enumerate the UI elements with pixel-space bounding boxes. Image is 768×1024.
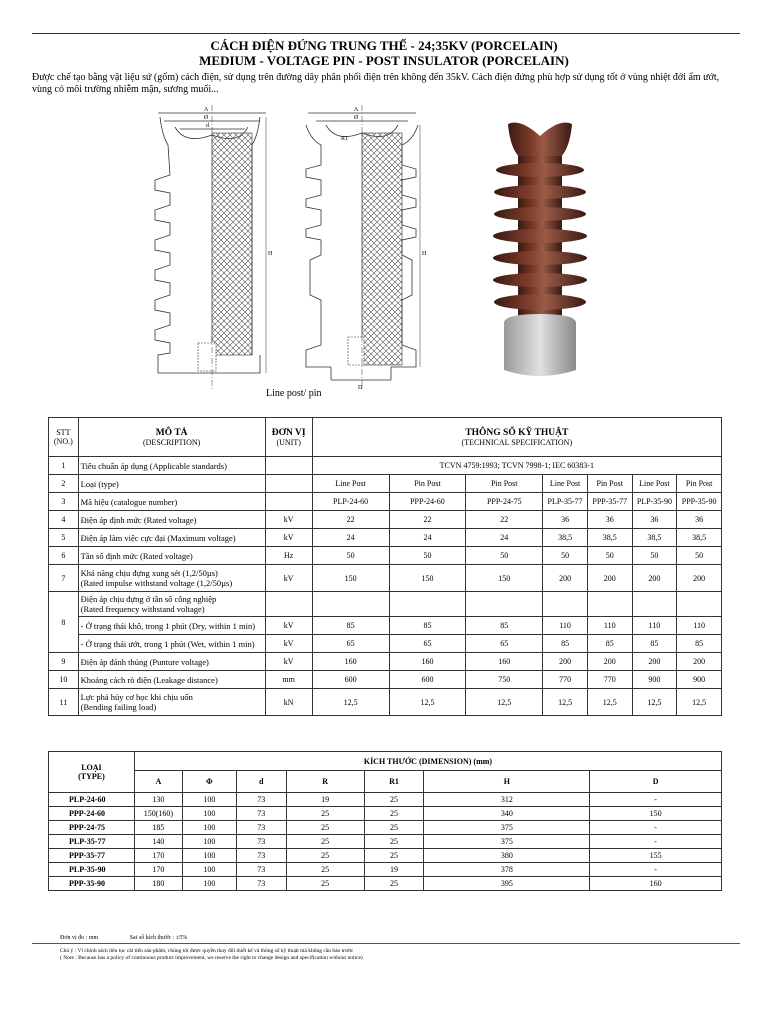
row-desc: [78, 689, 265, 716]
hdr-desc: MÔ TẢ: [155, 427, 188, 438]
row-desc: [78, 592, 265, 617]
tolerance-note: Sai số kích thước : ±5%: [129, 935, 188, 941]
dim-label-h: H: [268, 251, 273, 257]
cell: 150: [312, 565, 389, 592]
cell: 73: [236, 877, 286, 891]
cell: 200: [632, 653, 677, 671]
dim-label-a-2: A: [354, 107, 359, 113]
row-no: 6: [49, 547, 79, 565]
cell: 25: [364, 807, 424, 821]
cell: 12,5: [632, 689, 677, 716]
cell: 25: [286, 835, 364, 849]
cell: PPP-35-77: [587, 493, 632, 511]
cell: PLP-24-60: [49, 793, 135, 807]
cell: 110: [632, 617, 677, 635]
hdr-unit-en: (UNIT): [276, 437, 301, 447]
cell: 36: [677, 511, 722, 529]
intro-paragraph: Được chế tạo bằng vật liệu sứ (gốm) cách điện, sử dụng trên đường dây phân phối điện trên không đến 35kV. Cách điện đứng phù hợp sử dụng tốt ở vùng nhiệt đới ẩm ướt, vùng có môi trường nhiễm mặn, sương muối...: [32, 72, 720, 95]
cell: Line Post: [312, 475, 389, 493]
cell: 85: [312, 617, 389, 635]
dim-label-h-2: H: [422, 251, 427, 257]
dim-col-a: A: [134, 771, 182, 793]
cell: 100: [182, 793, 236, 807]
row-unit: kN: [265, 689, 312, 716]
cell: 50: [466, 547, 543, 565]
row-unit: mm: [265, 671, 312, 689]
dim-label-phi: Ø: [204, 115, 209, 121]
cell: 155: [590, 849, 722, 863]
disclaimer-vn: Chú ý : Vì chính sách liên tục cải tiến sản phẩm, chúng tôi được quyền thay đổi thiết kế và thông số kỹ thuật mà không cần báo trước: [60, 948, 354, 954]
cell: 110: [543, 617, 588, 635]
cell: PPP-24-60: [49, 807, 135, 821]
technical-spec-table: [48, 417, 722, 716]
cell: PPP-24-75: [49, 821, 135, 835]
dim-hdr-type-en: (TYPE): [78, 772, 105, 781]
row-desc: Loại (type): [78, 475, 265, 493]
row-no: 8: [49, 592, 79, 653]
cell: 38,5: [543, 529, 588, 547]
dim-col-r1: R1: [364, 771, 424, 793]
cell: 73: [236, 793, 286, 807]
dim-col-d: d: [236, 771, 286, 793]
cell: 312: [424, 793, 590, 807]
dim-label-a: A: [204, 107, 209, 113]
row-desc-vn: Điện áp chịu đựng ở tần số công nghiệp: [80, 594, 217, 604]
cell: 170: [134, 849, 182, 863]
row-no: 9: [49, 653, 79, 671]
cell: 100: [182, 863, 236, 877]
row-no: 1: [49, 457, 79, 475]
cell: 160: [466, 653, 543, 671]
dim-col-big-d: D: [590, 771, 722, 793]
spec-row-8-wet: [49, 635, 722, 653]
hdr-stt-en: (NO.): [53, 437, 73, 446]
cell: 85: [466, 617, 543, 635]
cell: -: [590, 863, 722, 877]
dim-label-phi-2: Ø: [354, 115, 359, 121]
cell: 160: [312, 653, 389, 671]
spec-row-4: [49, 511, 722, 529]
cell: PLP-24-60: [312, 493, 389, 511]
cell: 36: [587, 511, 632, 529]
spec-row-3: [49, 493, 722, 511]
page-title-en: MEDIUM - VOLTAGE PIN - POST INSULATOR (PORCELAIN): [199, 53, 569, 68]
hdr-tech-en: (TECHNICAL SPECIFICATION): [461, 437, 573, 447]
table-row: [49, 821, 722, 835]
spec-header-row: [49, 418, 722, 457]
cell: 100: [182, 807, 236, 821]
cell: Line Post: [543, 475, 588, 493]
cell: 375: [424, 821, 590, 835]
cell: 36: [632, 511, 677, 529]
dim-header-row: [49, 752, 722, 771]
row-unit: [265, 592, 312, 617]
cell: 85: [677, 635, 722, 653]
row-unit: kV: [265, 617, 312, 635]
cell: 200: [587, 653, 632, 671]
row-unit: [265, 493, 312, 511]
cell: 150: [389, 565, 466, 592]
line-post-drawing: [140, 105, 280, 395]
row-unit: Hz: [265, 547, 312, 565]
cell: 140: [134, 835, 182, 849]
cell: 900: [632, 671, 677, 689]
hdr-unit: ĐƠN VỊ: [271, 427, 306, 438]
cell: 38,5: [587, 529, 632, 547]
cell: 600: [389, 671, 466, 689]
row-desc-en: (Rated frequency withstand voltage): [80, 604, 205, 614]
cell: 110: [587, 617, 632, 635]
cell: [587, 592, 632, 617]
cell: 12,5: [312, 689, 389, 716]
row-desc: Tiêu chuẩn áp dụng (Applicable standards): [78, 457, 265, 475]
cell: 50: [677, 547, 722, 565]
row-desc: - Ở trạng thái khô, trong 1 phút (Dry, within 1 min): [78, 617, 265, 635]
cell: PPP-35-77: [49, 849, 135, 863]
row-no: 2: [49, 475, 79, 493]
cell: PPP-35-90: [49, 877, 135, 891]
cell: 180: [134, 877, 182, 891]
cell: 150(160): [134, 807, 182, 821]
cell: 22: [312, 511, 389, 529]
cell: 36: [543, 511, 588, 529]
cell: 12,5: [543, 689, 588, 716]
cell: Pin Post: [466, 475, 543, 493]
dim-col-h: H: [424, 771, 590, 793]
cell: [677, 592, 722, 617]
cell: [632, 592, 677, 617]
cell: PLP-35-77: [543, 493, 588, 511]
cell: 12,5: [677, 689, 722, 716]
row-no: 3: [49, 493, 79, 511]
row-desc: [78, 565, 265, 592]
cell: 38,5: [632, 529, 677, 547]
cell: PLP-35-77: [49, 835, 135, 849]
row-desc-en: (Rated impulse withstand voltage (1,2/50µs): [80, 578, 233, 588]
hdr-stt: STT: [56, 428, 71, 437]
row-unit: [265, 475, 312, 493]
cell: 900: [677, 671, 722, 689]
row-desc: - Ở trạng thái ướt, trong 1 phút (Wet, within 1 min): [78, 635, 265, 653]
dim-label-d: d: [206, 123, 209, 129]
top-rule: [32, 33, 740, 34]
table-row: [49, 807, 722, 821]
cell: 25: [364, 793, 424, 807]
row-unit: kV: [265, 565, 312, 592]
hdr-tech: THÔNG SỐ KỸ THUẬT: [465, 427, 569, 438]
row-desc-vn: Khả năng chịu đựng xung sét (1,2/50µs): [80, 568, 218, 578]
cell: 100: [182, 835, 236, 849]
dim-hdr-type: LOẠI: [81, 763, 102, 772]
table-row: [49, 793, 722, 807]
cell: 73: [236, 807, 286, 821]
cell: 24: [389, 529, 466, 547]
cell: 200: [587, 565, 632, 592]
table-row: [49, 835, 722, 849]
cell: 24: [466, 529, 543, 547]
cell: 25: [286, 849, 364, 863]
cell: 25: [286, 863, 364, 877]
cell: 200: [677, 565, 722, 592]
cell: 380: [424, 849, 590, 863]
cell: 24: [312, 529, 389, 547]
row-no: 11: [49, 689, 79, 716]
cell: 73: [236, 821, 286, 835]
cell: -: [590, 793, 722, 807]
cell: 200: [632, 565, 677, 592]
cell: -: [590, 835, 722, 849]
cell: 85: [543, 635, 588, 653]
cell: 100: [182, 877, 236, 891]
row-desc-en: (Bending failing load): [80, 702, 157, 712]
row-desc: Tần số định mức (Rated voltage): [78, 547, 265, 565]
cell: 50: [543, 547, 588, 565]
cell: 73: [236, 849, 286, 863]
dim-hdr-title: KÍCH THƯỚC (DIMENSION) (mm): [134, 752, 721, 771]
cell: [466, 592, 543, 617]
cell: 25: [364, 849, 424, 863]
cell: 12,5: [587, 689, 632, 716]
cell: 50: [312, 547, 389, 565]
cell: 50: [587, 547, 632, 565]
cell: 25: [286, 821, 364, 835]
hdr-desc-en: (DESCRIPTION): [142, 437, 201, 447]
cell: PPP-24-60: [389, 493, 466, 511]
row-no: 5: [49, 529, 79, 547]
cell: 100: [182, 821, 236, 835]
pin-post-drawing: [296, 105, 436, 395]
cell: 65: [312, 635, 389, 653]
cell: 200: [543, 653, 588, 671]
cell: 19: [364, 863, 424, 877]
row-unit: kV: [265, 529, 312, 547]
cell: 22: [466, 511, 543, 529]
cell: 25: [364, 877, 424, 891]
row-desc: Mã hiệu (catalogue number): [78, 493, 265, 511]
cell: 85: [587, 635, 632, 653]
spec-row-5: [49, 529, 722, 547]
cell: 160: [389, 653, 466, 671]
dim-col-r: R: [286, 771, 364, 793]
figure-caption: Line post/ pin: [266, 388, 322, 399]
cell: [543, 592, 588, 617]
row-desc: Điện áp đánh thủng (Punture voltage): [78, 653, 265, 671]
row-unit: [265, 457, 312, 475]
dim-label-d-2: D: [358, 385, 363, 391]
cell: 50: [389, 547, 466, 565]
standards-value: TCVN 4759:1993; TCVN 7998-1; IEC 60383-1: [312, 457, 721, 475]
row-desc-vn: Lực phá hủy cơ học khi chịu uốn: [80, 692, 193, 702]
cell: 375: [424, 835, 590, 849]
cell: 12,5: [389, 689, 466, 716]
row-unit: kV: [265, 511, 312, 529]
spec-row-6: [49, 547, 722, 565]
cell: 65: [466, 635, 543, 653]
row-desc: Điện áp làm việc cực đại (Maximum voltage): [78, 529, 265, 547]
cell: 100: [182, 849, 236, 863]
insulator-photo: [480, 118, 600, 383]
cell: 200: [543, 565, 588, 592]
page-title-vn: CÁCH ĐIỆN ĐỨNG TRUNG THẾ - 24;35KV (PORCELAIN): [210, 38, 558, 53]
cell: 65: [389, 635, 466, 653]
cell: 395: [424, 877, 590, 891]
table-row: [49, 849, 722, 863]
row-desc: Khoảng cách rò điện (Leakage distance): [78, 671, 265, 689]
dimension-table: [48, 751, 722, 891]
cell: Line Post: [632, 475, 677, 493]
cell: 19: [286, 793, 364, 807]
spec-row-7: [49, 565, 722, 592]
cell: 600: [312, 671, 389, 689]
spec-row-8-header: [49, 592, 722, 617]
spec-row-10: [49, 671, 722, 689]
dim-label-r1: R1: [341, 136, 349, 142]
cell: -: [590, 821, 722, 835]
cell: 378: [424, 863, 590, 877]
cell: 38,5: [677, 529, 722, 547]
bottom-rule: [32, 943, 740, 944]
cell: 73: [236, 835, 286, 849]
cell: 22: [389, 511, 466, 529]
cell: 770: [543, 671, 588, 689]
table-row: [49, 877, 722, 891]
cell: 73: [236, 863, 286, 877]
dim-col-phi: Φ: [182, 771, 236, 793]
cell: 25: [286, 877, 364, 891]
footnote-disclaimer: [60, 948, 720, 962]
cell: 770: [587, 671, 632, 689]
footnote-units: [60, 935, 217, 941]
cell: 340: [424, 807, 590, 821]
cell: 185: [134, 821, 182, 835]
cell: 25: [364, 835, 424, 849]
cell: 85: [389, 617, 466, 635]
spec-row-1: [49, 457, 722, 475]
cell: PPP-24-75: [466, 493, 543, 511]
row-no: 7: [49, 565, 79, 592]
cell: [312, 592, 389, 617]
row-no: 10: [49, 671, 79, 689]
cell: 200: [677, 653, 722, 671]
cell: Pin Post: [677, 475, 722, 493]
spec-row-8-dry: [49, 617, 722, 635]
unit-note: Đơn vị đo : mm: [60, 935, 99, 941]
row-unit: kV: [265, 635, 312, 653]
cell: 170: [134, 863, 182, 877]
row-desc: Điện áp định mức (Rated voltage): [78, 511, 265, 529]
cell: PLP-35-90: [49, 863, 135, 877]
spec-row-11: [49, 689, 722, 716]
cell: 110: [677, 617, 722, 635]
row-unit: kV: [265, 653, 312, 671]
cell: 85: [632, 635, 677, 653]
table-row: [49, 863, 722, 877]
cell: [389, 592, 466, 617]
cell: 130: [134, 793, 182, 807]
spec-row-2: [49, 475, 722, 493]
cell: PPP-35-90: [677, 493, 722, 511]
cell: 150: [466, 565, 543, 592]
cell: PLP-35-90: [632, 493, 677, 511]
cell: 160: [590, 877, 722, 891]
disclaimer-en: ( Note : Because has a policy of continuous product improvement, we reserve the right to change design and specification without notice): [60, 955, 363, 961]
spec-row-9: [49, 653, 722, 671]
cell: 25: [286, 807, 364, 821]
cell: 25: [364, 821, 424, 835]
cell: 50: [632, 547, 677, 565]
cell: 12,5: [466, 689, 543, 716]
cell: Pin Post: [587, 475, 632, 493]
cell: 750: [466, 671, 543, 689]
cell: Pin Post: [389, 475, 466, 493]
cell: 150: [590, 807, 722, 821]
dim-col-row: [49, 771, 722, 793]
row-no: 4: [49, 511, 79, 529]
